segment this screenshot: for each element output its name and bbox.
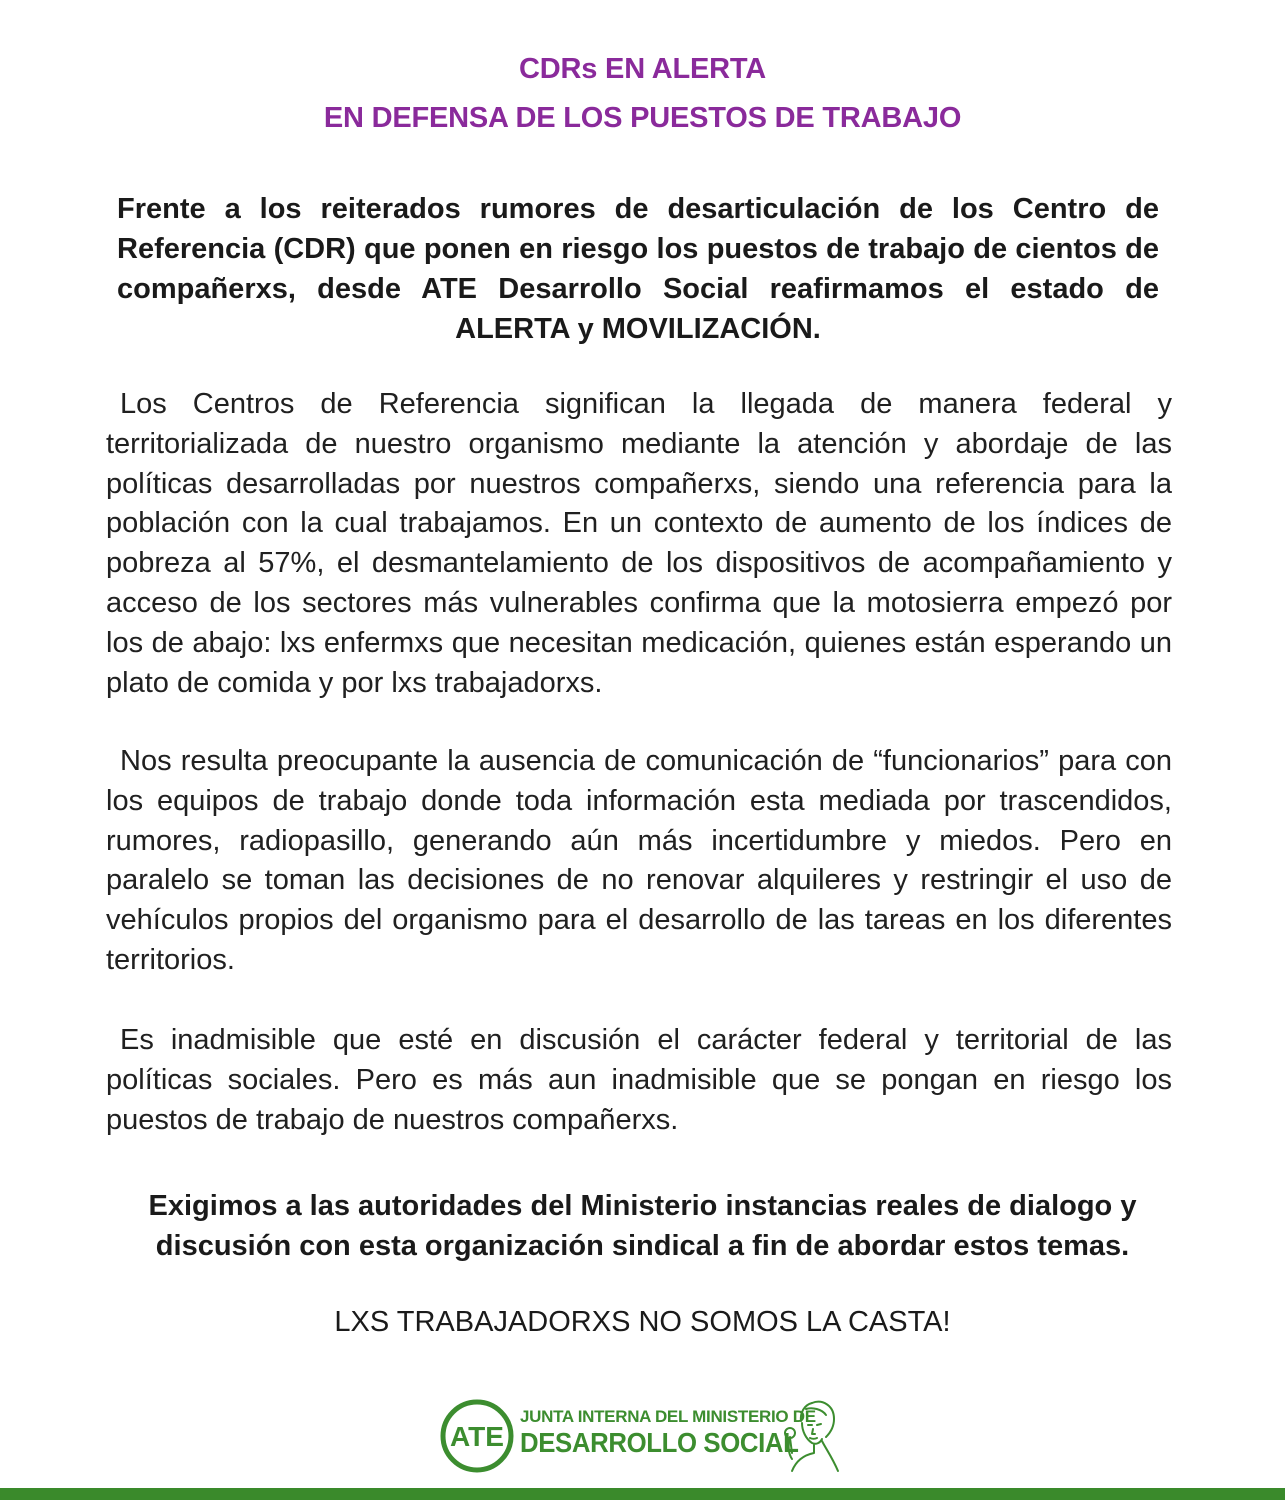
evita-portrait-icon: [782, 1393, 844, 1475]
body-paragraph-1: Los Centros de Referencia significan la llegada de manera federal y territorializada de nuestro organismo mediante la atención y abordaje de las políticas desarrolladas por nuestros compañerxs, siendo una referencia para la población con la cual trabajamos. En un contexto de aumento de los índices de pobreza al 57%, el desmantelamiento de los dispositivos de acompañamiento y acceso de los sectores más vulnerables confirma que la motosierra empezó por los de abajo: lxs enfermxs que necesitan medicación, quienes están esperando un plato de comida y por lxs trabajadorxs.: [106, 388, 1172, 699]
footer-logo: [440, 1393, 850, 1475]
lead-paragraph: Frente a los reiterados rumores de desarticulación de los Centro de Referencia (CDR) que ponen en riesgo los puestos de trabajo de cientos de compañerxs, desde ATE Desarrollo Social reafirmamos el estado de ALERTA y MOVILIZACIÓN.: [117, 193, 1159, 345]
ate-logo-text: ATE: [450, 1421, 504, 1452]
bottom-brand-bar: [0, 1488, 1285, 1500]
body-paragraph-2: Nos resulta preocupante la ausencia de comunicación de “funcionarios” para con los equipos de trabajo donde toda información esta mediada por trascendidos, rumores, radiopasillo, generando aún más incertidumbre y miedos. Pero en paralelo se toman las decisiones de no renovar alquileres y restringir el uso de vehículos propios del organismo para el desarrollo de las tareas en los diferentes territorios.: [106, 745, 1172, 976]
ate-logo-icon: [440, 1399, 514, 1473]
org-name-line-2: DESARROLLO SOCIAL: [520, 1427, 799, 1458]
slogan: LXS TRABAJADORXS NO SOMOS LA CASTA!: [334, 1306, 951, 1338]
body-paragraph-3: Es inadmisible que esté en discusión el carácter federal y territorial de las políticas sociales. Pero es más aun inadmisible que se pongan en riesgo los puestos de trabajo de nuestros compañerxs.: [106, 1024, 1172, 1136]
title-line-1: CDRs EN ALERTA: [519, 53, 766, 85]
org-name-line-1: JUNTA INTERNA DEL MINISTERIO DE: [520, 1407, 816, 1426]
demand-statement: Exigimos a las autoridades del Ministerio instancias reales de dialogo y discusión con esta organización sindical a fin de abordar estos temas.: [148, 1190, 1137, 1262]
title-line-2: EN DEFENSA DE LOS PUESTOS DE TRABAJO: [323, 102, 962, 134]
